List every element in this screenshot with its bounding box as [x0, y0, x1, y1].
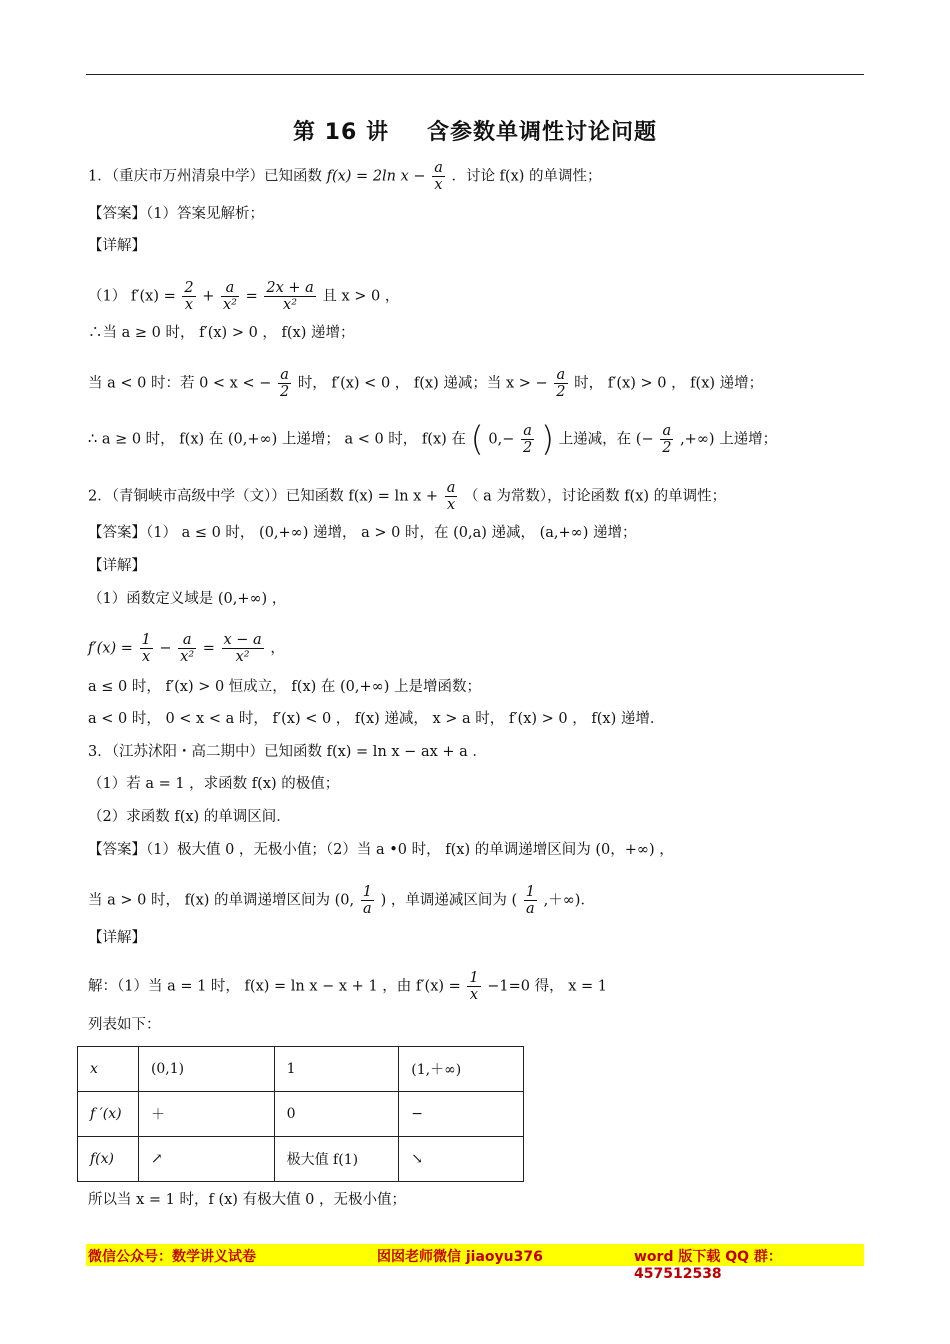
p1-q-frac: $\frac{a}{x}$ — [434, 160, 443, 193]
frac: $\frac{x - a}{\text{x²}}$ — [223, 632, 262, 665]
frac: $\frac{1}{x}$ — [469, 970, 479, 1003]
problem-1-answer: 【答案】（1）答案见解析； — [88, 206, 264, 222]
problem-2-derivative: f′(x) = $\frac{1}{x}$ − $\frac{a}{\text{x²}}$ = $\frac{x - a}{\text{x²}}$ ， — [88, 632, 285, 665]
frac: $\frac{a}{x}$ — [446, 480, 456, 513]
problem-2-case-1: a ≤ 0 时， f′(x) > 0 恒成立， f(x) 在 (0,+∞) 上是增函数； — [88, 679, 481, 695]
problem-3-solution: 解：（1）当 a = 1 时， f(x) = ln x − x + 1 ，由 f′(x) = $\frac{1}{x}$ −1=0 得， x = 1 — [88, 970, 607, 1003]
problem-2-domain: （1）函数定义域是 (0,+∞) ， — [88, 591, 287, 607]
frac: $\frac{1}{a}$ — [525, 884, 535, 917]
problem-2-answer: 【答案】（1） a ≤ 0 时， (0,+∞) 递增， a > 0 时，在 (0,a) 递减， (a,+∞) 递增； — [88, 525, 637, 541]
table-cell: (0,1) — [138, 1047, 274, 1092]
problem-1-derivative: （1） f′(x) = $\frac{2}{x}$ + $\frac{a}{\text{x²}}$ = $\frac{2x + a}{\text{x²}}$ 且 x > 0 ， — [88, 280, 400, 313]
problem-1-question — [88, 160, 602, 193]
footer-wechat-account: 微信公众号：数学讲义试卷 — [88, 1249, 256, 1265]
frac: $\frac{2x + a}{\text{x²}}$ — [266, 280, 314, 313]
problem-3-sub-1: （1）若 a = 1 ，求函数 f(x) 的极值； — [88, 776, 340, 792]
problem-2-question: 2．（青铜峡市高级中学（文））已知函数 f(x) = ln x + $\frac{a}{x}$ （ a 为常数），讨论函数 f(x) 的单调性； — [88, 480, 727, 513]
frac: $\frac{1}{x}$ — [141, 632, 151, 665]
footer-banner — [86, 1244, 864, 1282]
title-number: 第 16 讲 — [293, 120, 389, 145]
table-row — [78, 1137, 524, 1182]
p1-q-fx: f(x) = 2ln x − — [326, 168, 426, 185]
header-rule — [86, 74, 864, 75]
p1-q-post: ．讨论 f(x) 的单调性； — [451, 168, 602, 185]
title-text: 含参数单调性讨论问题 — [426, 120, 657, 145]
table-cell: 极大值 f(1) — [274, 1137, 399, 1182]
frac: $\frac{a}{2}$ — [662, 423, 672, 456]
footer-qq-group: word 版下载 QQ 群：457512538 — [634, 1249, 782, 1282]
problem-3-detail-heading: 【详解】 — [88, 930, 146, 946]
frac: $\frac{a}{\text{x²}}$ — [222, 280, 237, 313]
problem-1-detail-heading: 【详解】 — [88, 238, 146, 254]
table-cell: x — [78, 1047, 139, 1092]
table-cell: (1,＋∞) — [399, 1047, 524, 1092]
problem-3-table-intro: 列表如下： — [88, 1017, 161, 1033]
problem-3-answer-1: 【答案】（1）极大值 0 ，无极小值；（2）当 a •0 时， f(x) 的单调递增区间为 (0，+∞) ， — [88, 842, 674, 858]
p1-q-pre: 1．（重庆市万州清泉中学）已知函数 — [88, 168, 322, 185]
table-cell: ＋ — [138, 1092, 274, 1137]
table-cell: f(x) — [78, 1137, 139, 1182]
frac: $\frac{1}{a}$ — [362, 884, 372, 917]
frac: $\frac{a}{2}$ — [279, 367, 290, 400]
table-cell: ↗ — [138, 1137, 274, 1182]
table-cell: − — [399, 1092, 524, 1137]
table-cell: 0 — [274, 1092, 399, 1137]
problem-3-question: 3．（江苏沭阳・高二期中）已知函数 f(x) = ln x − ax + a ． — [88, 744, 487, 760]
table-cell: ↘ — [399, 1137, 524, 1182]
frac: $\frac{a}{2}$ — [556, 367, 566, 400]
lecture-title — [0, 115, 950, 146]
problem-1-conclusion: ∴ a ≥ 0 时， f(x) 在 (0,+∞) 上递增； a < 0 时， f(x) 在 ( 0,− $\frac{a}{2}$ ) 上递减，在 (− $\frac{a}{2}$ ,+∞) 上递增； — [88, 419, 778, 460]
footer-teacher-wechat: 囡囡老师微信 jiaoyu376 — [377, 1249, 543, 1265]
frac: $\frac{a}{\text{x²}}$ — [180, 632, 195, 665]
table-cell: f ′(x) — [78, 1092, 139, 1137]
problem-2-detail-heading: 【详解】 — [88, 558, 146, 574]
frac: $\frac{a}{2}$ — [522, 423, 533, 456]
variation-table — [77, 1046, 524, 1182]
frac: $\frac{2}{x}$ — [184, 280, 194, 313]
problem-3-conclusion: 所以当 x = 1 时，f (x) 有极大值 0 ，无极小值； — [88, 1192, 407, 1208]
problem-3-answer-2: 当 a > 0 时， f(x) 的单调递增区间为 (0, $\frac{1}{a}$ ) ，单调递减区间为 ( $\frac{1}{a}$ ,＋∞)． — [88, 884, 595, 917]
problem-1-case-2: 当 a < 0 时：若 0 < x < − $\frac{a}{2}$ 时， f′(x) < 0 ， f(x) 递减；当 x > − $\frac{a}{2}$ 时， f′(x) > 0 ， f(x) 递增； — [88, 367, 764, 400]
table-cell: 1 — [274, 1047, 399, 1092]
problem-2-case-2: a < 0 时， 0 < x < a 时， f′(x) < 0 ， f(x) 递减， x > a 时， f′(x) > 0 ， f(x) 递增． — [88, 711, 665, 727]
table-row — [78, 1092, 524, 1137]
table-row — [78, 1047, 524, 1092]
problem-1-case-1: ∴当 a ≥ 0 时， f′(x) > 0 ， f(x) 递增； — [88, 325, 355, 341]
problem-3-sub-2: （2）求函数 f(x) 的单调区间． — [88, 809, 291, 825]
